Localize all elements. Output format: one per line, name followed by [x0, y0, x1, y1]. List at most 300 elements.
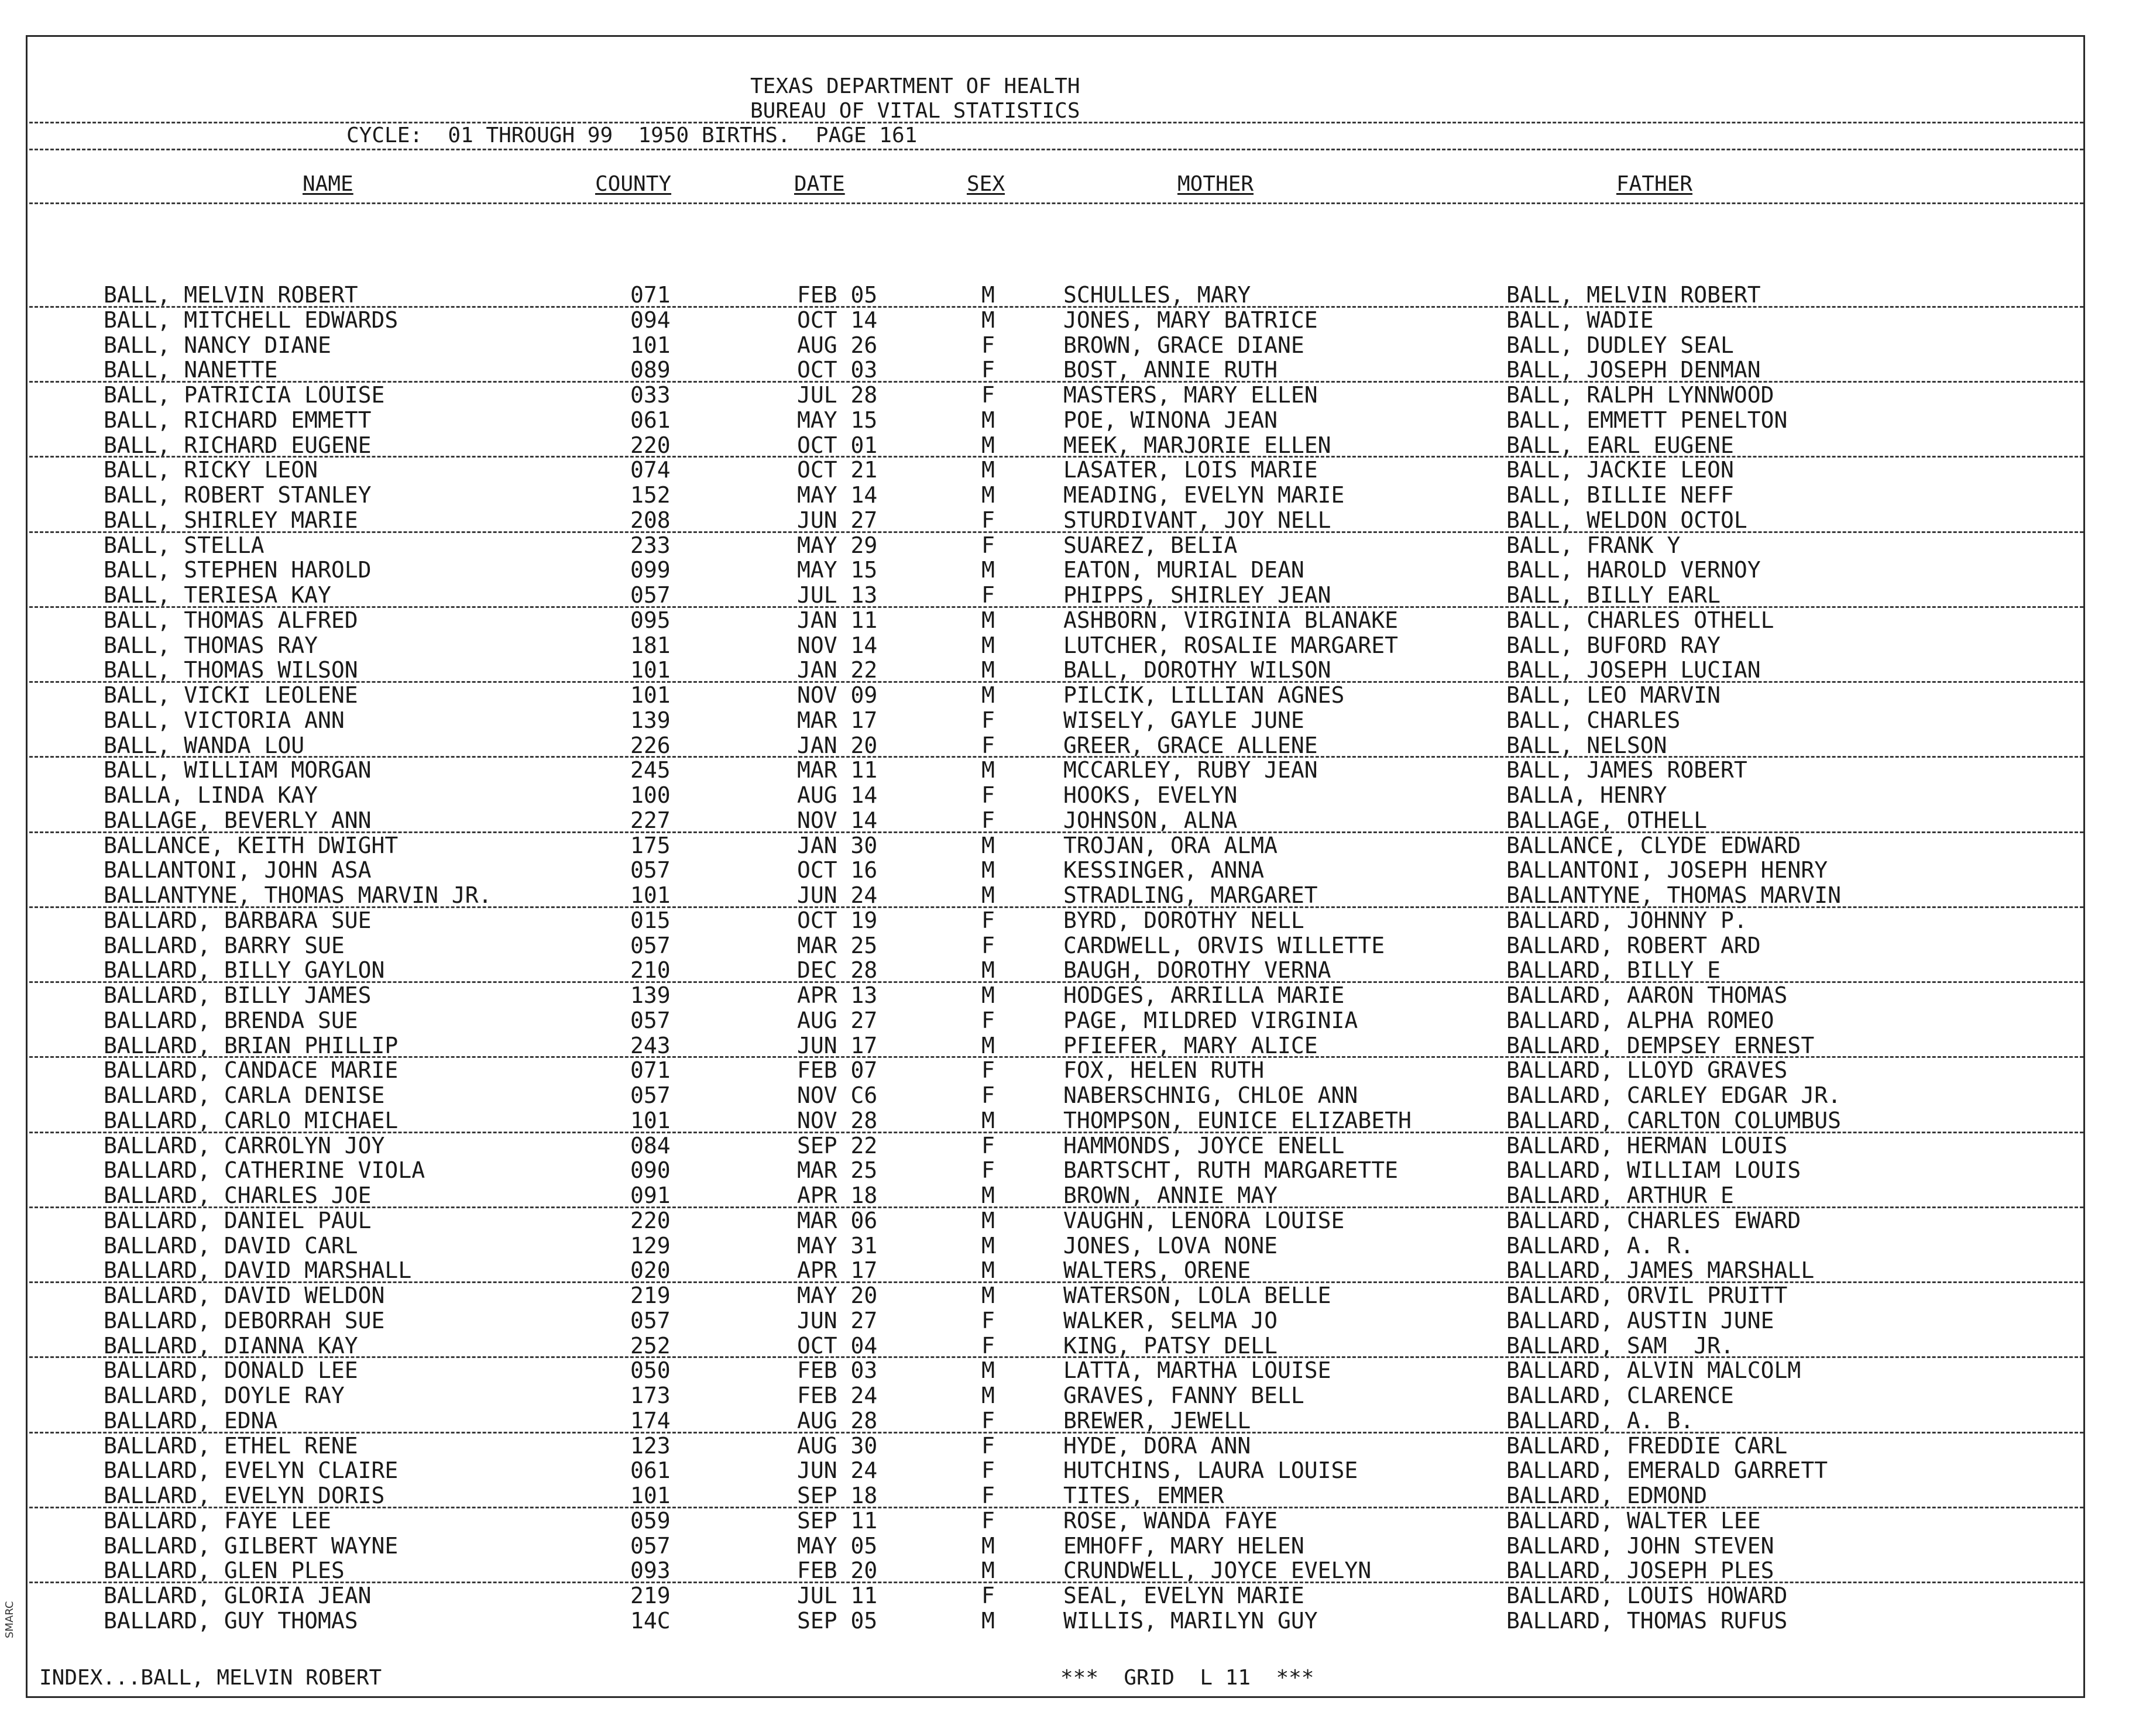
sex-cell: M	[981, 307, 995, 333]
father-cell: BALLARD, EDMOND	[1506, 1483, 1708, 1508]
name-cell: BALLARD, DONALD LEE	[104, 1357, 358, 1384]
father-cell: BALLARD, A. B.	[1506, 1407, 1694, 1434]
mother-cell: POE, WINONA JEAN	[1063, 407, 1278, 433]
father-cell: BALL, RALPH LYNNWOOD	[1506, 382, 1774, 408]
sex-cell: F	[981, 1157, 995, 1184]
date-cell: JUN 17	[797, 1032, 878, 1058]
table-row	[28, 1434, 2087, 1459]
name-cell: BALL, RICHARD EUGENE	[104, 432, 372, 458]
column-header-father: FATHER	[1616, 172, 1693, 196]
father-cell: BALLARD, ARTHUR E	[1506, 1182, 1734, 1208]
table-row	[28, 633, 2087, 658]
mother-cell: HOOKS, EVELYN	[1063, 782, 1238, 808]
county-cell: 061	[630, 407, 671, 433]
date-cell: MAR 06	[797, 1207, 878, 1233]
table-row	[28, 933, 2087, 958]
column-header-mother: MOTHER	[1177, 172, 1254, 196]
date-cell: MAY 15	[797, 407, 878, 433]
father-cell: BALL, MELVIN ROBERT	[1506, 282, 1761, 308]
name-cell: BALL, SHIRLEY MARIE	[104, 507, 358, 533]
date-cell: OCT 16	[797, 857, 878, 884]
date-cell: NOV 09	[797, 682, 878, 708]
sex-cell: M	[981, 1232, 995, 1259]
table-row	[28, 1183, 2087, 1208]
mother-cell: MEADING, EVELYN MARIE	[1063, 482, 1345, 508]
mother-cell: BARTSCHT, RUTH MARGARETTE	[1063, 1157, 1398, 1184]
name-cell: BALLARD, BARRY SUE	[104, 932, 345, 958]
table-row	[28, 758, 2087, 783]
date-cell: NOV 28	[797, 1107, 878, 1133]
sex-cell: F	[981, 332, 995, 358]
table-row	[28, 783, 2087, 808]
document-frame	[26, 35, 2085, 1698]
sex-cell: M	[981, 957, 995, 984]
table-row	[28, 583, 2087, 608]
name-cell: BALLARD, GLORIA JEAN	[104, 1583, 372, 1608]
date-cell: APR 17	[797, 1257, 878, 1284]
sex-cell: M	[981, 607, 995, 633]
table-row	[28, 1258, 2087, 1283]
name-cell: BALLARD, DIANNA KAY	[104, 1332, 358, 1359]
father-cell: BALL, FRANK Y	[1506, 532, 1681, 558]
county-cell: 100	[630, 782, 671, 808]
mother-cell: STRADLING, MARGARET	[1063, 882, 1318, 908]
county-cell: 015	[630, 907, 671, 933]
column-header-rule	[29, 202, 2083, 204]
county-cell: 101	[630, 657, 671, 683]
date-cell: SEP 22	[797, 1132, 878, 1159]
county-cell: 220	[630, 432, 671, 458]
name-cell: BALLARD, DAVID CARL	[104, 1232, 358, 1259]
mother-cell: PAGE, MILDRED VIRGINIA	[1063, 1007, 1358, 1033]
sex-cell: F	[981, 382, 995, 408]
county-cell: 101	[630, 682, 671, 708]
sex-cell: M	[981, 757, 995, 783]
sex-cell: F	[981, 582, 995, 608]
table-row	[28, 1108, 2087, 1133]
date-cell: AUG 26	[797, 332, 878, 358]
county-cell: 095	[630, 607, 671, 633]
sex-cell: M	[981, 1383, 995, 1408]
table-row	[28, 983, 2087, 1008]
father-cell: BALL, DUDLEY SEAL	[1506, 332, 1734, 358]
county-cell: 099	[630, 557, 671, 583]
county-cell: 208	[630, 507, 671, 533]
sex-cell: M	[981, 1207, 995, 1233]
county-cell: 101	[630, 332, 671, 358]
date-cell: SEP 05	[797, 1607, 878, 1634]
table-row	[28, 1133, 2087, 1159]
column-header-name: NAME	[303, 172, 353, 196]
county-cell: 252	[630, 1332, 671, 1359]
sex-cell: F	[981, 782, 995, 808]
table-row	[28, 858, 2087, 883]
table-row	[28, 533, 2087, 558]
mother-cell: JOHNSON, ALNA	[1063, 807, 1238, 833]
county-cell: 074	[630, 457, 671, 483]
sex-cell: M	[981, 632, 995, 658]
sex-cell: M	[981, 1357, 995, 1384]
county-cell: 020	[630, 1257, 671, 1284]
county-cell: 139	[630, 982, 671, 1008]
name-cell: BALL, ROBERT STANLEY	[104, 482, 372, 508]
date-cell: NOV C6	[797, 1082, 878, 1108]
sex-cell: F	[981, 1307, 995, 1333]
county-cell: 057	[630, 582, 671, 608]
mother-cell: FOX, HELEN RUTH	[1063, 1057, 1265, 1084]
date-cell: JUL 11	[797, 1583, 878, 1608]
county-cell: 089	[630, 357, 671, 383]
county-cell: 226	[630, 732, 671, 758]
father-cell: BALLANTONI, JOSEPH HENRY	[1506, 857, 1828, 884]
sex-cell: F	[981, 1583, 995, 1608]
name-cell: BALL, WILLIAM MORGAN	[104, 757, 372, 783]
name-cell: BALLARD, BRENDA SUE	[104, 1007, 358, 1033]
name-cell: BALL, RICHARD EMMETT	[104, 407, 372, 433]
table-row	[28, 1208, 2087, 1233]
name-cell: BALL, NANETTE	[104, 357, 278, 383]
date-cell: MAR 17	[797, 707, 878, 733]
mother-cell: JONES, LOVA NONE	[1063, 1232, 1278, 1259]
mother-cell: MASTERS, MARY ELLEN	[1063, 382, 1318, 408]
county-cell: 061	[630, 1457, 671, 1484]
date-cell: MAY 29	[797, 532, 878, 558]
father-cell: BALLARD, EMERALD GARRETT	[1506, 1457, 1828, 1484]
county-cell: 123	[630, 1432, 671, 1459]
county-cell: 243	[630, 1032, 671, 1058]
sex-cell: F	[981, 932, 995, 958]
header-rule-1	[29, 122, 2083, 123]
table-row	[28, 1583, 2087, 1608]
name-cell: BALLARD, GLEN PLES	[104, 1558, 345, 1584]
mother-cell: VAUGHN, LENORA LOUISE	[1063, 1207, 1345, 1233]
table-row	[28, 508, 2087, 533]
father-cell: BALL, CHARLES	[1506, 707, 1681, 733]
table-row	[28, 283, 2087, 308]
date-cell: JUL 28	[797, 382, 878, 408]
sex-cell: M	[981, 482, 995, 508]
father-cell: BALLANTYNE, THOMAS MARVIN	[1506, 882, 1841, 908]
mother-cell: STURDIVANT, JOY NELL	[1063, 507, 1331, 533]
father-cell: BALLARD, JOSEPH PLES	[1506, 1558, 1774, 1584]
mother-cell: BYRD, DOROTHY NELL	[1063, 907, 1304, 933]
name-cell: BALL, STEPHEN HAROLD	[104, 557, 372, 583]
mother-cell: MCCARLEY, RUBY JEAN	[1063, 757, 1318, 783]
father-cell: BALL, BILLIE NEFF	[1506, 482, 1734, 508]
name-cell: BALLANCE, KEITH DWIGHT	[104, 832, 399, 858]
sex-cell: F	[981, 1457, 995, 1484]
sex-cell: F	[981, 1057, 995, 1084]
table-row	[28, 1008, 2087, 1033]
mother-cell: CARDWELL, ORVIS WILLETTE	[1063, 932, 1385, 958]
county-cell: 245	[630, 757, 671, 783]
sex-cell: M	[981, 1283, 995, 1308]
sex-cell: F	[981, 1507, 995, 1534]
name-cell: BALL, VICKI LEOLENE	[104, 682, 358, 708]
county-cell: 057	[630, 1082, 671, 1108]
mother-cell: BALL, DOROTHY WILSON	[1063, 657, 1331, 683]
table-row	[28, 333, 2087, 358]
mother-cell: BOST, ANNIE RUTH	[1063, 357, 1278, 383]
sex-cell: F	[981, 1432, 995, 1459]
table-row	[28, 1383, 2087, 1408]
department-title: TEXAS DEPARTMENT OF HEALTH	[750, 74, 1080, 98]
date-cell: NOV 14	[797, 632, 878, 658]
mother-cell: BROWN, ANNIE MAY	[1063, 1182, 1278, 1208]
father-cell: BALLARD, WALTER LEE	[1506, 1507, 1761, 1534]
sex-cell: M	[981, 882, 995, 908]
table-row	[28, 608, 2087, 633]
date-cell: MAY 05	[797, 1532, 878, 1559]
bureau-title: BUREAU OF VITAL STATISTICS	[750, 99, 1080, 123]
mother-cell: PHIPPS, SHIRLEY JEAN	[1063, 582, 1331, 608]
sex-cell: F	[981, 1007, 995, 1033]
index-footer: INDEX...BALL, MELVIN ROBERT	[39, 1666, 382, 1690]
name-cell: BALLARD, BRIAN PHILLIP	[104, 1032, 399, 1058]
name-cell: BALL, STELLA	[104, 532, 265, 558]
date-cell: AUG 30	[797, 1432, 878, 1459]
county-cell: 219	[630, 1283, 671, 1308]
sex-cell: M	[981, 982, 995, 1008]
county-cell: 033	[630, 382, 671, 408]
county-cell: 101	[630, 1483, 671, 1508]
father-cell: BALL, LEO MARVIN	[1506, 682, 1721, 708]
records-table	[28, 283, 2087, 1634]
father-cell: BALLARD, BILLY E	[1506, 957, 1721, 984]
father-cell: BALLARD, AARON THOMAS	[1506, 982, 1788, 1008]
father-cell: BALLARD, ALPHA ROMEO	[1506, 1007, 1774, 1033]
sex-cell: M	[981, 457, 995, 483]
mother-cell: WISELY, GAYLE JUNE	[1063, 707, 1304, 733]
sex-cell: F	[981, 1082, 995, 1108]
date-cell: JAN 22	[797, 657, 878, 683]
mother-cell: BROWN, GRACE DIANE	[1063, 332, 1304, 358]
table-row	[28, 433, 2087, 458]
table-row	[28, 308, 2087, 333]
name-cell: BALL, VICTORIA ANN	[104, 707, 345, 733]
name-cell: BALLARD, BARBARA SUE	[104, 907, 372, 933]
table-row	[28, 1033, 2087, 1058]
date-cell: AUG 14	[797, 782, 878, 808]
father-cell: BALLARD, JOHNNY P.	[1506, 907, 1747, 933]
date-cell: MAR 25	[797, 1157, 878, 1184]
county-cell: 101	[630, 1107, 671, 1133]
father-cell: BALL, EARL EUGENE	[1506, 432, 1734, 458]
mother-cell: PILCIK, LILLIAN AGNES	[1063, 682, 1345, 708]
mother-cell: THOMPSON, EUNICE ELIZABETH	[1063, 1107, 1412, 1133]
mother-cell: BREWER, JEWELL	[1063, 1407, 1251, 1434]
name-cell: BALLARD, BILLY JAMES	[104, 982, 372, 1008]
county-cell: 057	[630, 1307, 671, 1333]
county-cell: 090	[630, 1157, 671, 1184]
sex-cell: M	[981, 1558, 995, 1584]
date-cell: OCT 01	[797, 432, 878, 458]
name-cell: BALLARD, BILLY GAYLON	[104, 957, 385, 984]
sex-cell: M	[981, 1107, 995, 1133]
mother-cell: EMHOFF, MARY HELEN	[1063, 1532, 1304, 1559]
county-cell: 220	[630, 1207, 671, 1233]
mother-cell: SUAREZ, BELIA	[1063, 532, 1238, 558]
table-row	[28, 733, 2087, 758]
county-cell: 181	[630, 632, 671, 658]
table-row	[28, 1358, 2087, 1383]
county-cell: 091	[630, 1182, 671, 1208]
name-cell: BALLANTONI, JOHN ASA	[104, 857, 372, 884]
father-cell: BALL, NELSON	[1506, 732, 1667, 758]
county-cell: 094	[630, 307, 671, 333]
father-cell: BALLAGE, OTHELL	[1506, 807, 1708, 833]
grid-footer: *** GRID L 11 ***	[1060, 1666, 1314, 1690]
mother-cell: WILLIS, MARILYN GUY	[1063, 1607, 1318, 1634]
table-row	[28, 483, 2087, 508]
table-row	[28, 1233, 2087, 1259]
county-cell: 084	[630, 1132, 671, 1159]
name-cell: BALLARD, DAVID WELDON	[104, 1283, 385, 1308]
sex-cell: M	[981, 1182, 995, 1208]
sex-cell: M	[981, 832, 995, 858]
table-row	[28, 1058, 2087, 1083]
mother-cell: WALKER, SELMA JO	[1063, 1307, 1278, 1333]
county-cell: 057	[630, 1007, 671, 1033]
mother-cell: WATERSON, LOLA BELLE	[1063, 1283, 1331, 1308]
mother-cell: EATON, MURIAL DEAN	[1063, 557, 1304, 583]
mother-cell: JONES, MARY BATRICE	[1063, 307, 1318, 333]
name-cell: BALLARD, CANDACE MARIE	[104, 1057, 399, 1084]
mother-cell: KESSINGER, ANNA	[1063, 857, 1265, 884]
date-cell: MAR 11	[797, 757, 878, 783]
father-cell: BALLARD, THOMAS RUFUS	[1506, 1607, 1788, 1634]
date-cell: OCT 19	[797, 907, 878, 933]
name-cell: BALL, RICKY LEON	[104, 457, 318, 483]
father-cell: BALLARD, DEMPSEY ERNEST	[1506, 1032, 1815, 1058]
name-cell: BALLARD, EVELYN CLAIRE	[104, 1457, 399, 1484]
table-row	[28, 958, 2087, 983]
mother-cell: HAMMONDS, JOYCE ENELL	[1063, 1132, 1345, 1159]
name-cell: BALLARD, DOYLE RAY	[104, 1383, 345, 1408]
date-cell: JAN 30	[797, 832, 878, 858]
father-cell: BALLARD, JAMES MARSHALL	[1506, 1257, 1815, 1284]
county-cell: 071	[630, 282, 671, 308]
column-header-county: COUNTY	[595, 172, 672, 196]
father-cell: BALL, HAROLD VERNOY	[1506, 557, 1761, 583]
mother-cell: CRUNDWELL, JOYCE EVELYN	[1063, 1558, 1372, 1584]
name-cell: BALL, NANCY DIANE	[104, 332, 331, 358]
sex-cell: M	[981, 1257, 995, 1284]
mother-cell: HUTCHINS, LAURA LOUISE	[1063, 1457, 1358, 1484]
name-cell: BALLARD, CARLO MICHAEL	[104, 1107, 399, 1133]
mother-cell: HYDE, DORA ANN	[1063, 1432, 1251, 1459]
sex-cell: M	[981, 557, 995, 583]
county-cell: 093	[630, 1558, 671, 1584]
table-row	[28, 1083, 2087, 1108]
mother-cell: HODGES, ARRILLA MARIE	[1063, 982, 1345, 1008]
table-row	[28, 1333, 2087, 1359]
date-cell: SEP 18	[797, 1483, 878, 1508]
table-row	[28, 908, 2087, 933]
county-cell: 233	[630, 532, 671, 558]
table-row	[28, 808, 2087, 833]
mother-cell: SCHULLES, MARY	[1063, 282, 1251, 308]
county-cell: 210	[630, 957, 671, 984]
date-cell: MAY 14	[797, 482, 878, 508]
father-cell: BALLA, HENRY	[1506, 782, 1667, 808]
father-cell: BALLARD, LOUIS HOWARD	[1506, 1583, 1788, 1608]
name-cell: BALL, TERIESA KAY	[104, 582, 331, 608]
table-row	[28, 1158, 2087, 1183]
date-cell: MAY 15	[797, 557, 878, 583]
sex-cell: F	[981, 1132, 995, 1159]
county-cell: 173	[630, 1383, 671, 1408]
father-cell: BALL, BILLY EARL	[1506, 582, 1721, 608]
father-cell: BALL, WELDON OCTOL	[1506, 507, 1747, 533]
name-cell: BALLARD, CARLA DENISE	[104, 1082, 385, 1108]
county-cell: 057	[630, 932, 671, 958]
county-cell: 174	[630, 1407, 671, 1434]
name-cell: BALL, THOMAS ALFRED	[104, 607, 358, 633]
table-row	[28, 708, 2087, 733]
sex-cell: M	[981, 1032, 995, 1058]
father-cell: BALLARD, CARLEY EDGAR JR.	[1506, 1082, 1841, 1108]
name-cell: BALLARD, ETHEL RENE	[104, 1432, 358, 1459]
name-cell: BALL, THOMAS RAY	[104, 632, 318, 658]
name-cell: BALLARD, CARROLYN JOY	[104, 1132, 385, 1159]
date-cell: OCT 14	[797, 307, 878, 333]
table-row	[28, 1558, 2087, 1583]
cycle-line: CYCLE: 01 THROUGH 99 1950 BIRTHS. PAGE 161	[346, 123, 918, 147]
side-mark: SMARC	[4, 1601, 16, 1638]
father-cell: BALL, WADIE	[1506, 307, 1654, 333]
sex-cell: F	[981, 507, 995, 533]
name-cell: BALLARD, DEBORRAH SUE	[104, 1307, 385, 1333]
name-cell: BALLARD, EVELYN DORIS	[104, 1483, 385, 1508]
table-row	[28, 1308, 2087, 1333]
name-cell: BALL, PATRICIA LOUISE	[104, 382, 385, 408]
sex-cell: F	[981, 1332, 995, 1359]
mother-cell: ASHBORN, VIRGINIA BLANAKE	[1063, 607, 1398, 633]
date-cell: NOV 14	[797, 807, 878, 833]
mother-cell: MEEK, MARJORIE ELLEN	[1063, 432, 1331, 458]
county-cell: 050	[630, 1357, 671, 1384]
date-cell: JUN 24	[797, 882, 878, 908]
mother-cell: TROJAN, ORA ALMA	[1063, 832, 1278, 858]
sex-cell: M	[981, 657, 995, 683]
father-cell: BALLARD, ALVIN MALCOLM	[1506, 1357, 1801, 1384]
father-cell: BALL, CHARLES OTHELL	[1506, 607, 1774, 633]
county-cell: 071	[630, 1057, 671, 1084]
name-cell: BALLARD, GUY THOMAS	[104, 1607, 358, 1634]
father-cell: BALLARD, HERMAN LOUIS	[1506, 1132, 1788, 1159]
county-cell: 152	[630, 482, 671, 508]
date-cell: DEC 28	[797, 957, 878, 984]
date-cell: FEB 05	[797, 282, 878, 308]
table-row	[28, 1408, 2087, 1434]
date-cell: MAY 20	[797, 1283, 878, 1308]
date-cell: JAN 11	[797, 607, 878, 633]
sex-cell: M	[981, 407, 995, 433]
name-cell: BALLARD, CHARLES JOE	[104, 1182, 372, 1208]
date-cell: JUN 27	[797, 1307, 878, 1333]
table-row	[28, 683, 2087, 708]
table-row	[28, 1483, 2087, 1508]
father-cell: BALL, JACKIE LEON	[1506, 457, 1734, 483]
date-cell: OCT 21	[797, 457, 878, 483]
father-cell: BALLARD, LLOYD GRAVES	[1506, 1057, 1788, 1084]
mother-cell: GREER, GRACE ALLENE	[1063, 732, 1318, 758]
name-cell: BALLARD, GILBERT WAYNE	[104, 1532, 399, 1559]
table-row	[28, 1283, 2087, 1308]
table-row	[28, 883, 2087, 908]
date-cell: APR 18	[797, 1182, 878, 1208]
